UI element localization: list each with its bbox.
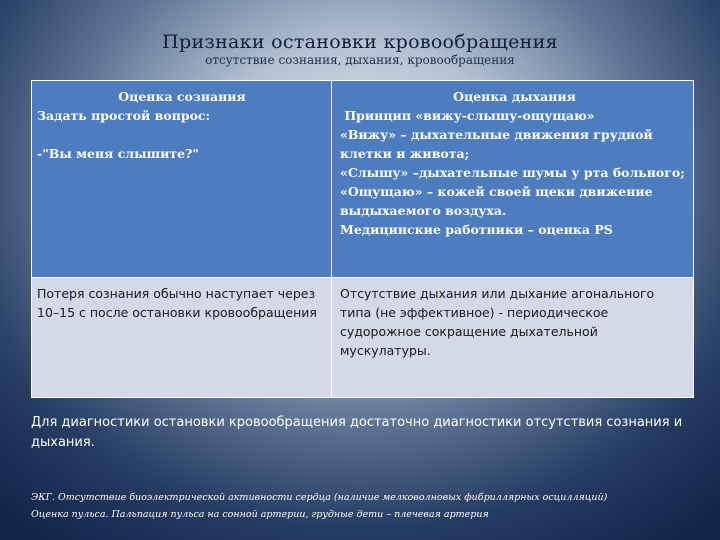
- assessment-table: [31, 80, 694, 398]
- breathing-medical: Медицинские работники – оценка PS: [340, 222, 613, 237]
- ekg-line: ЭКГ. Отсутствие биоэлектрической активности сердца (наличие мелковолновых фибриллярных осцилляций): [31, 492, 608, 503]
- ekg-pulse-note: [31, 489, 711, 523]
- consciousness-header-cell: [32, 81, 332, 278]
- consciousness-header: Оценка сознания: [118, 89, 246, 104]
- table-body-row: [32, 278, 694, 398]
- breathing-see: «Вижу» – дыхательные движения грудной клетки и живота;: [340, 127, 653, 161]
- breathing-feel: «Ощущаю» – кожей своей щеки движение выдыхаемого воздуха.: [340, 184, 653, 218]
- breathing-body: Отсутствие дыхания или дыхание агонального типа (не эффективное) - периодическое судорожное сокращение дыхательной мускулатуры.: [332, 278, 694, 398]
- consciousness-body: Потеря сознания обычно наступает через 10–15 с после остановки кровообращения: [32, 278, 332, 398]
- consciousness-instruction: Задать простой вопрос:: [37, 108, 211, 123]
- breathing-hear: «Слышу» –дыхательные шумы у рта больного;: [340, 165, 685, 180]
- pulse-line: Оценка пульса. Пальпация пульса на сонной артерии, грудные дети – плечевая артерия: [31, 509, 489, 520]
- diagnosis-note: Для диагностики остановки кровообращения достаточно диагностики отсутствия сознания и дыхания.: [31, 415, 683, 450]
- breathing-principle: Принцип «вижу-слышу-ощущаю»: [340, 108, 595, 123]
- breathing-header: Оценка дыхания: [453, 89, 576, 104]
- breathing-header-cell: [332, 81, 694, 278]
- slide-subtitle: отсутствие сознания, дыхания, кровообращения: [205, 53, 515, 67]
- table-header-row: [32, 81, 694, 278]
- slide-title: Признаки остановки кровообращения: [162, 31, 558, 53]
- consciousness-question: -"Вы меня слышите?": [37, 146, 199, 161]
